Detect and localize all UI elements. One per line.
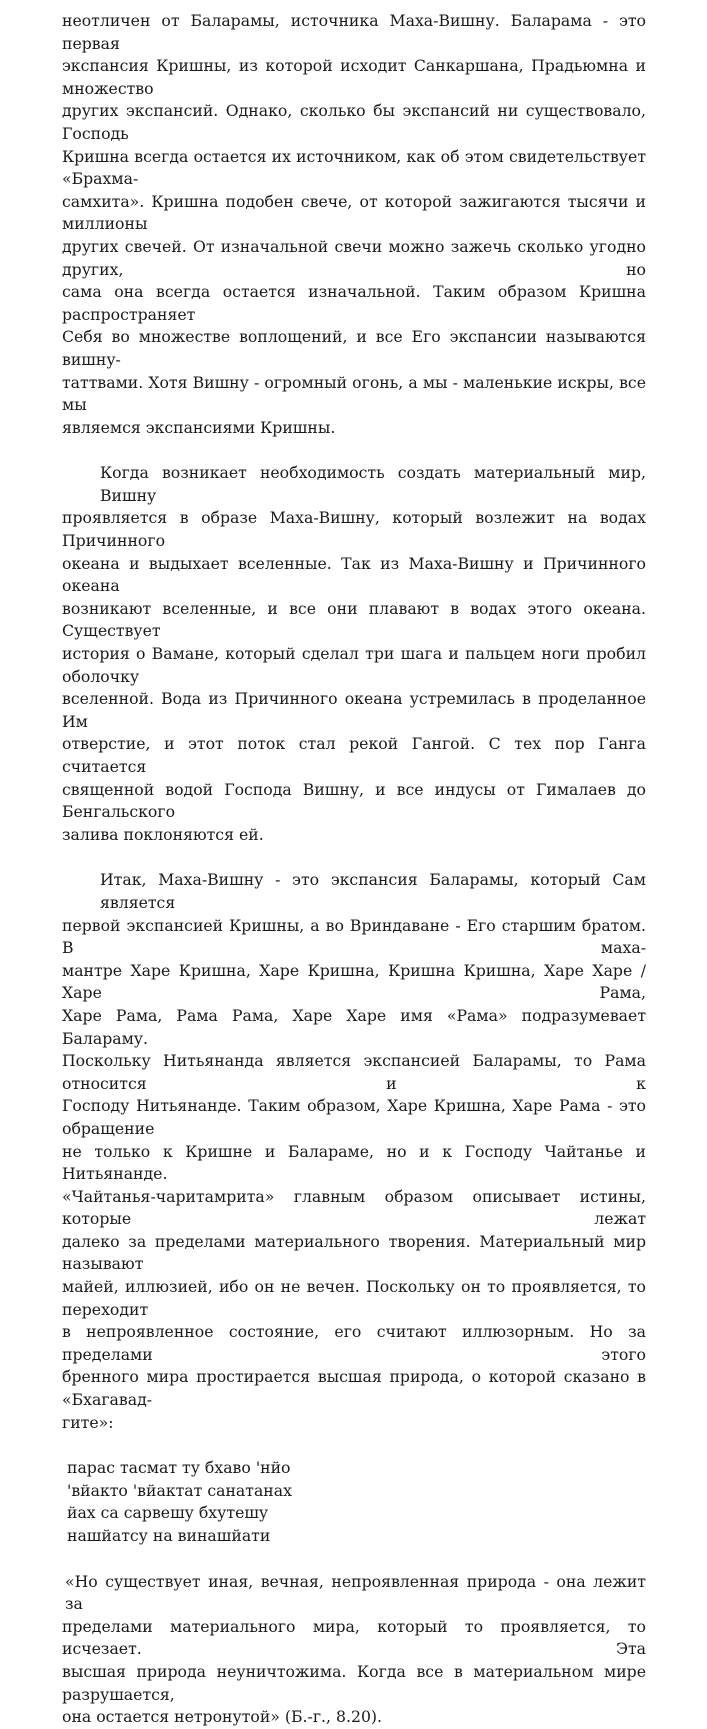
text-line: мантре Харе Кришна, Харе Кришна, Кришна Кришна, Харе Харе / Харе Рама, bbox=[62, 960, 646, 1003]
text-line: не только к Кришне и Балараме, но и к Господу Чайтанье и Нитьянанде. bbox=[62, 1141, 646, 1184]
text-line: возникают вселенные, и все они плавают в водах этого океана. Существует bbox=[62, 598, 646, 641]
text-line: история о Вамане, который сделал три шага и пальцем ноги пробил оболочку bbox=[62, 644, 646, 686]
text-line: таттвами. Хотя Вишну - огромный огонь, а мы - маленькие искры, все мы bbox=[62, 372, 646, 415]
text-line: майей, иллюзией, ибо он не вечен. Поскольку он то проявляется, то переходит bbox=[62, 1277, 646, 1319]
text-line: проявляется в образе Маха-Вишну, который возлежит на водах Причинного bbox=[62, 508, 646, 551]
text-line: других свечей. От изначальной свечи можно зажечь сколько угодно других, но bbox=[62, 236, 646, 279]
text-line: Итак, Маха-Вишну - это экспансия Баларамы, который Сам является bbox=[100, 870, 646, 912]
text-line: бренного мира простирается высшая природа, о которой сказано в «Бхагавад- bbox=[62, 1367, 646, 1410]
text-line: неотличен от Баларамы, источника Маха-Вишну. Баларама - это первая bbox=[62, 11, 646, 53]
text-line: гите»: bbox=[62, 1412, 114, 1432]
verse-line: йах са сарвешу бхутешу bbox=[67, 1503, 269, 1523]
text-line: других экспансий. Однако, сколько бы экспансий ни существовало, Господь bbox=[62, 101, 646, 143]
text-line: Когда возникает необходимость создать материальный мир, Вишну bbox=[100, 463, 646, 505]
text-line: залива поклоняются ей. bbox=[62, 824, 264, 844]
text-line: Поскольку Нитьянанда является экспансией Баларамы, то Рама относится и к bbox=[62, 1051, 646, 1093]
paragraph-gap bbox=[62, 1434, 646, 1457]
paragraph-gap bbox=[62, 1548, 646, 1571]
text-line: первой экспансией Кришны, а во Вриндаване - Его старшим братом. В маха- bbox=[62, 915, 646, 958]
paragraph-gap bbox=[62, 846, 646, 869]
text-line: являемся экспансиями Кришны. bbox=[62, 417, 336, 437]
text-line: она остается нетронутой» (Б.-г., 8.20). bbox=[62, 1707, 383, 1727]
text-line: Харе Рама, Рама Рама, Харе Харе имя «Рама» подразумевает Балараму. bbox=[62, 1005, 646, 1048]
text-line: самхита». Кришна подобен свече, от которой зажигаются тысячи и миллионы bbox=[62, 191, 646, 234]
text-line: океана и выдыхает вселенные. Так из Маха-Вишну и Причинного океана bbox=[62, 553, 646, 596]
verse-line: 'вйакто 'вйактат санатанах bbox=[67, 1480, 292, 1500]
text-line: сама она всегда остается изначальной. Таким образом Кришна распространяет bbox=[62, 282, 646, 324]
text-line: Кришна всегда остается их источником, как об этом свидетельствует «Брахма- bbox=[62, 146, 646, 189]
text-line: Себя во множестве воплощений, и все Его экспансии называются вишну- bbox=[62, 327, 646, 369]
text-line: «Но существует иная, вечная, непроявленная природа - она лежит за bbox=[65, 1571, 646, 1614]
paragraph-material-world bbox=[62, 462, 646, 846]
document-page bbox=[62, 10, 646, 1729]
paragraph-continuation bbox=[62, 10, 646, 439]
verse-line: нашйатсу на винашйати bbox=[67, 1526, 271, 1545]
verse-line: парас тасмат ту бхаво 'нйо bbox=[67, 1458, 291, 1478]
paragraph-maha-vishnu bbox=[62, 869, 646, 1434]
sanskrit-verse bbox=[62, 1457, 646, 1547]
text-line: «Чайтанья-чаритамрита» главным образом описывает истины, которые лежат bbox=[62, 1186, 646, 1229]
text-line: экспансия Кришны, из которой исходит Санкаршана, Прадьюмна и множество bbox=[62, 56, 646, 98]
paragraph-gap bbox=[62, 439, 646, 462]
text-line: вселенной. Вода из Причинного океана устремилась в проделанное Им bbox=[62, 689, 646, 731]
text-line: пределами материального мира, который то проявляется, то исчезает. Эта bbox=[62, 1616, 646, 1659]
text-line: далеко за пределами материального творения. Материальный мир называют bbox=[62, 1231, 646, 1274]
text-line: в непроявленное состояние, его считают иллюзорным. Но за пределами этого bbox=[62, 1322, 646, 1364]
paragraph-verse-translation bbox=[62, 1571, 646, 1729]
text-line: отверстие, и этот поток стал рекой Гангой. С тех пор Ганга считается bbox=[62, 734, 646, 776]
text-line: высшая природа неуничтожима. Когда все в материальном мире разрушается, bbox=[62, 1661, 646, 1704]
text-line: Господу Нитьянанде. Таким образом, Харе Кришна, Харе Рама - это обращение bbox=[62, 1096, 646, 1138]
text-line: священной водой Господа Вишну, и все индусы от Гималаев до Бенгальского bbox=[62, 779, 646, 822]
